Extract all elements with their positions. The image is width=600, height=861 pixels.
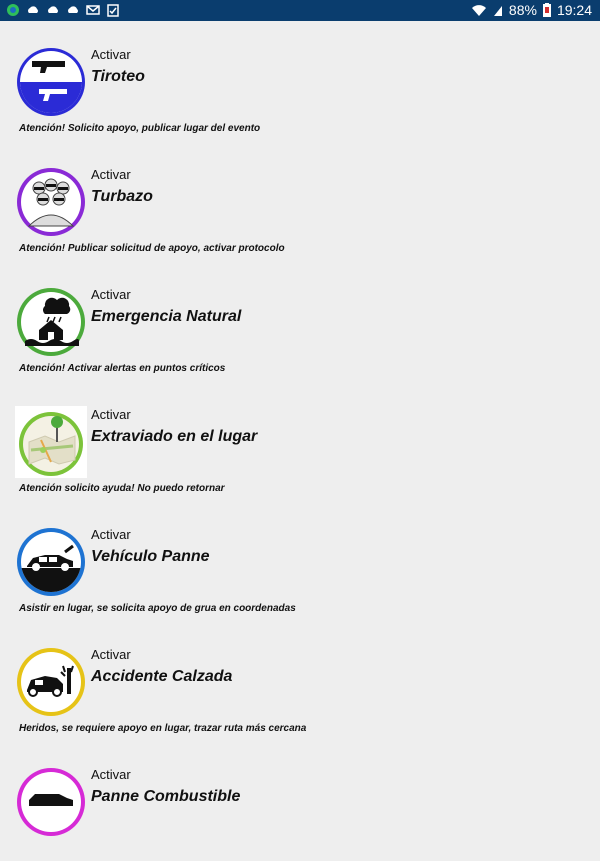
item-description: Asistir en lugar, se solicita apoyo de grua en coordenadas	[19, 603, 296, 614]
globe-icon	[6, 3, 20, 17]
item-description: Atención! Publicar solicitud de apoyo, activar protocolo	[19, 243, 285, 254]
battery-icon	[543, 3, 551, 17]
item-title: Panne Combustible	[91, 788, 241, 805]
map-pin-icon[interactable]	[15, 406, 87, 478]
list-item[interactable]	[0, 141, 600, 261]
activate-label: Activar	[91, 287, 131, 302]
list-item[interactable]	[0, 621, 600, 741]
item-description: Atención! Solicito apoyo, publicar lugar del evento	[19, 123, 261, 134]
item-title: Accidente Calzada	[91, 668, 233, 685]
notification-icons	[6, 3, 120, 17]
item-description: Heridos, se requiere apoyo en lugar, trazar ruta más cercana	[19, 723, 307, 734]
car-crash-icon[interactable]	[15, 646, 87, 718]
wifi-icon	[471, 3, 487, 17]
fuel-icon[interactable]	[15, 766, 87, 838]
activate-label: Activar	[91, 767, 131, 782]
emergency-list	[0, 21, 600, 861]
mail-icon	[86, 3, 100, 17]
item-title: Emergencia Natural	[91, 308, 242, 325]
activate-label: Activar	[91, 407, 131, 422]
item-title: Tiroteo	[91, 68, 145, 85]
cloud-icon	[46, 3, 60, 17]
system-status	[471, 2, 592, 18]
flood-icon[interactable]	[15, 286, 87, 358]
list-item[interactable]	[0, 501, 600, 621]
list-item[interactable]	[0, 261, 600, 381]
battery-percent: 88%	[508, 2, 537, 18]
clock: 19:24	[556, 2, 592, 18]
list-item[interactable]	[0, 381, 600, 501]
signal-icon	[493, 3, 503, 17]
cloud-icon	[66, 3, 80, 17]
clipboard-icon	[106, 3, 120, 17]
item-description: Atención! Activar alertas en puntos críticos	[19, 363, 226, 374]
crowd-icon[interactable]	[15, 166, 87, 238]
car-breakdown-icon[interactable]	[15, 526, 87, 598]
status-bar	[0, 0, 600, 21]
list-item[interactable]	[0, 21, 600, 141]
activate-label: Activar	[91, 647, 131, 662]
item-title: Turbazo	[91, 188, 153, 205]
item-description: Atención solicito ayuda! No puedo retornar	[19, 483, 225, 494]
item-title: Extraviado en el lugar	[91, 428, 258, 445]
activate-label: Activar	[91, 167, 131, 182]
cloud-icon	[26, 3, 40, 17]
activate-label: Activar	[91, 527, 131, 542]
item-title: Vehículo Panne	[91, 548, 210, 565]
list-item[interactable]	[0, 741, 600, 861]
gun-icon[interactable]	[15, 46, 87, 118]
activate-label: Activar	[91, 47, 131, 62]
